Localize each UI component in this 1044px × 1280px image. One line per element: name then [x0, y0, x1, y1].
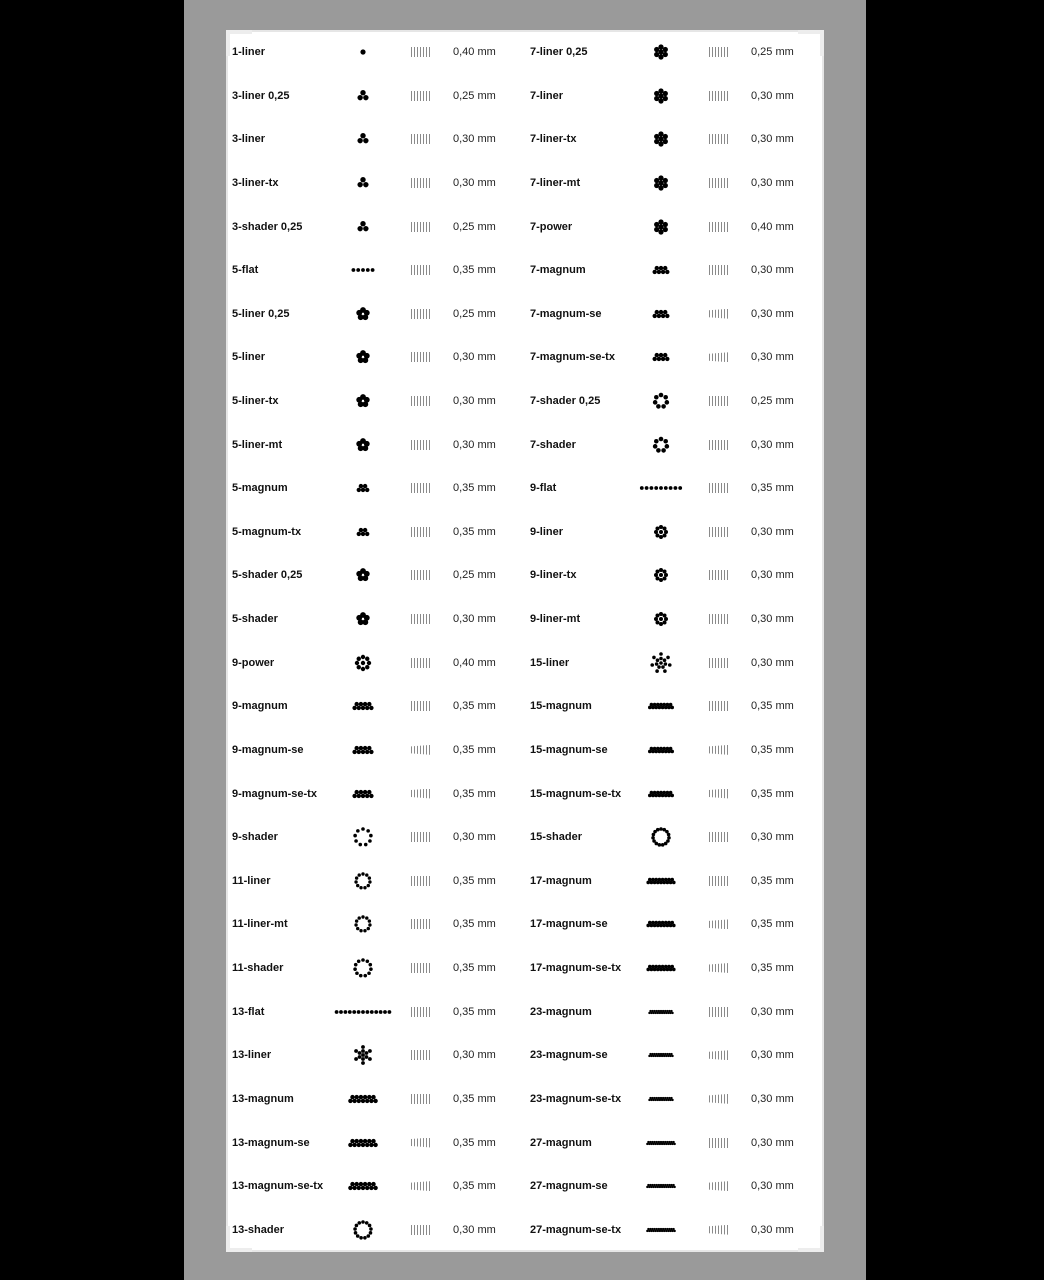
needle-name: 17-magnum-se	[530, 918, 608, 931]
needle-name: 7-magnum-se-tx	[530, 351, 615, 364]
needle-name: 15-magnum-se-tx	[530, 787, 622, 800]
needle-size: 0,35 mm	[453, 874, 496, 887]
needle-name: 5-liner-tx	[232, 395, 279, 407]
needle-lines-icon	[709, 352, 729, 362]
needle-name: 3-liner	[232, 133, 266, 146]
9-magnum-config-icon	[332, 737, 394, 763]
7-liner-config-icon	[630, 39, 692, 65]
needle-size: 0,35 mm	[453, 1136, 496, 1149]
needle-name: 9-shader	[232, 831, 278, 844]
needle-name: 9-power	[232, 656, 275, 669]
needle-row	[524, 650, 821, 676]
needle-lines-icon	[709, 396, 729, 406]
needle-size: 0,30 mm	[751, 1223, 794, 1236]
needle-lines-icon	[411, 483, 431, 493]
needle-size: 0,35 mm	[453, 1005, 496, 1018]
needle-row	[226, 606, 523, 632]
needle-size: 0,35 mm	[453, 743, 496, 756]
needle-row	[226, 1086, 523, 1112]
needle-name: 27-magnum	[530, 1136, 592, 1149]
needle-row	[524, 344, 821, 370]
needle-size: 0,25 mm	[453, 569, 496, 582]
needle-row	[226, 432, 523, 458]
needle-row	[524, 868, 821, 894]
needle-row	[226, 781, 523, 807]
needle-name: 9-magnum-se	[232, 743, 304, 756]
5-magnum-config-icon	[332, 519, 394, 545]
5-shader-config-icon	[332, 562, 394, 588]
needle-size: 0,35 mm	[453, 962, 496, 974]
needle-lines-icon	[709, 919, 729, 929]
7-power-config-icon	[630, 214, 692, 240]
15-magnum-config-icon	[630, 693, 692, 719]
5-liner-config-icon	[332, 301, 394, 327]
needle-size: 0,30 mm	[453, 176, 496, 189]
needle-lines-icon	[709, 1181, 729, 1191]
needle-row	[226, 737, 523, 763]
needle-lines-icon	[411, 1225, 431, 1235]
needle-lines-icon	[411, 789, 431, 799]
23-magnum-config-icon	[630, 999, 692, 1025]
needle-lines-icon	[411, 222, 431, 232]
needle-lines-icon	[709, 440, 729, 450]
needle-row	[226, 170, 523, 196]
23-magnum-config-icon	[630, 1042, 692, 1068]
needle-lines-icon	[709, 47, 729, 57]
needle-name: 5-liner	[232, 351, 266, 364]
needle-row	[524, 39, 821, 65]
needle-lines-icon	[709, 1050, 729, 1060]
needle-name: 17-magnum-se-tx	[530, 962, 622, 974]
needle-lines-icon	[709, 91, 729, 101]
needle-row	[226, 868, 523, 894]
needle-name: 7-magnum	[530, 264, 586, 277]
13-magnum-config-icon	[332, 1130, 394, 1156]
needle-row	[524, 693, 821, 719]
7-shader-config-icon	[630, 432, 692, 458]
needle-row	[226, 911, 523, 937]
15-magnum-config-icon	[630, 781, 692, 807]
needle-name: 11-shader	[232, 962, 284, 974]
needle-lines-icon	[411, 658, 431, 668]
needle-row	[524, 126, 821, 152]
needle-name: 15-liner	[530, 656, 570, 669]
17-magnum-config-icon	[630, 911, 692, 937]
needle-lines-icon	[411, 745, 431, 755]
needle-name: 5-liner 0,25	[232, 307, 290, 320]
7-liner-config-icon	[630, 170, 692, 196]
needle-size: 0,30 mm	[751, 613, 794, 626]
needle-lines-icon	[411, 47, 431, 57]
needle-row	[226, 999, 523, 1025]
needle-row	[524, 301, 821, 327]
needle-row	[524, 955, 821, 981]
9-magnum-config-icon	[332, 781, 394, 807]
needle-row	[524, 781, 821, 807]
needle-size: 0,35 mm	[453, 1180, 496, 1193]
needle-name: 1-liner	[232, 46, 266, 58]
needle-row	[524, 214, 821, 240]
needle-row	[226, 955, 523, 981]
needle-size: 0,30 mm	[453, 613, 496, 626]
needle-name: 7-liner	[530, 89, 564, 102]
needle-row	[524, 83, 821, 109]
needle-size: 0,30 mm	[751, 133, 794, 146]
needle-size: 0,30 mm	[751, 1180, 794, 1193]
17-magnum-config-icon	[630, 868, 692, 894]
needle-lines-icon	[411, 265, 431, 275]
needle-row	[524, 606, 821, 632]
needle-row	[226, 562, 523, 588]
needle-lines-icon	[411, 1094, 431, 1104]
needle-lines-icon	[411, 919, 431, 929]
needle-row	[226, 519, 523, 545]
needle-name: 7-power	[530, 220, 573, 233]
11-liner-config-icon	[332, 868, 394, 894]
needle-row	[524, 1130, 821, 1156]
needle-lines-icon	[709, 309, 729, 319]
needle-lines-icon	[411, 527, 431, 537]
needle-size: 0,30 mm	[751, 176, 794, 189]
needle-name: 9-flat	[530, 482, 557, 495]
needle-lines-icon	[709, 483, 729, 493]
needle-size: 0,30 mm	[751, 1005, 794, 1018]
23-magnum-config-icon	[630, 1086, 692, 1112]
needle-name: 27-magnum-se-tx	[530, 1223, 622, 1236]
needle-size: 0,30 mm	[453, 831, 496, 844]
5-liner-config-icon	[332, 344, 394, 370]
needle-name: 5-magnum	[232, 482, 288, 495]
needle-lines-icon	[411, 876, 431, 886]
needle-name: 13-magnum	[232, 1092, 294, 1105]
needle-size: 0,30 mm	[751, 831, 794, 844]
needle-lines-icon	[709, 701, 729, 711]
1-liner-config-icon	[332, 39, 394, 65]
needle-row	[226, 650, 523, 676]
needle-size: 0,30 mm	[751, 656, 794, 669]
needle-lines-icon	[709, 614, 729, 624]
needle-size: 0,30 mm	[751, 525, 794, 538]
11-shader-config-icon	[332, 955, 394, 981]
needle-lines-icon	[411, 1138, 431, 1148]
needle-lines-icon	[709, 1138, 729, 1148]
needle-size: 0,30 mm	[453, 395, 496, 407]
27-magnum-config-icon	[630, 1130, 692, 1156]
needle-lines-icon	[411, 91, 431, 101]
needle-name: 7-shader 0,25	[530, 395, 601, 407]
13-liner-config-icon	[332, 1042, 394, 1068]
3-liner-config-icon	[332, 83, 394, 109]
needle-row	[226, 1173, 523, 1199]
needle-size: 0,35 mm	[453, 787, 496, 800]
15-liner-config-icon	[630, 650, 692, 676]
needle-size: 0,25 mm	[453, 307, 496, 320]
5-shader-config-icon	[332, 606, 394, 632]
needle-size: 0,30 mm	[453, 1049, 496, 1062]
needle-size: 0,30 mm	[453, 1223, 496, 1236]
3-liner-config-icon	[332, 170, 394, 196]
needle-size: 0,40 mm	[453, 656, 496, 669]
needle-row	[524, 257, 821, 283]
3-liner-config-icon	[332, 126, 394, 152]
needle-size: 0,25 mm	[751, 395, 794, 407]
needle-row	[226, 1042, 523, 1068]
needle-name: 3-liner 0,25	[232, 89, 290, 102]
needle-size: 0,35 mm	[751, 874, 794, 887]
needle-lines-icon	[709, 222, 729, 232]
needle-name: 9-magnum	[232, 700, 288, 713]
needle-lines-icon	[411, 570, 431, 580]
needle-lines-icon	[411, 701, 431, 711]
needle-size: 0,35 mm	[453, 918, 496, 931]
11-liner-config-icon	[332, 911, 394, 937]
needle-name: 9-liner	[530, 525, 564, 538]
needle-lines-icon	[411, 134, 431, 144]
needle-row	[226, 83, 523, 109]
needle-lines-icon	[411, 1050, 431, 1060]
needle-name: 15-magnum	[530, 700, 592, 713]
9-shader-config-icon	[332, 824, 394, 850]
needle-size: 0,30 mm	[453, 351, 496, 364]
needle-size: 0,25 mm	[751, 46, 794, 58]
needle-size: 0,35 mm	[751, 743, 794, 756]
7-magnum-config-icon	[630, 301, 692, 327]
needle-row	[226, 1130, 523, 1156]
15-magnum-config-icon	[630, 737, 692, 763]
13-magnum-config-icon	[332, 1173, 394, 1199]
needle-lines-icon	[709, 134, 729, 144]
needle-name: 7-liner 0,25	[530, 46, 588, 58]
needle-name: 3-shader 0,25	[232, 220, 303, 233]
needle-name: 11-liner	[232, 874, 271, 887]
needle-lines-icon	[709, 789, 729, 799]
7-magnum-config-icon	[630, 344, 692, 370]
needle-row	[524, 432, 821, 458]
needle-row	[226, 475, 523, 501]
5-flat-config-icon	[332, 257, 394, 283]
needle-name: 7-liner-tx	[530, 133, 577, 146]
needle-row	[226, 1217, 523, 1243]
27-magnum-config-icon	[630, 1173, 692, 1199]
needle-lines-icon	[411, 396, 431, 406]
needle-name: 13-magnum-se	[232, 1136, 310, 1149]
needle-lines-icon	[411, 1007, 431, 1017]
needle-name: 13-magnum-se-tx	[232, 1180, 324, 1193]
needle-name: 27-magnum-se	[530, 1180, 608, 1193]
needle-size: 0,35 mm	[453, 700, 496, 713]
needle-size: 0,35 mm	[453, 1092, 496, 1105]
needle-name: 15-shader	[530, 831, 582, 844]
needle-name: 11-liner-mt	[232, 918, 288, 931]
9-magnum-config-icon	[332, 693, 394, 719]
needle-lines-icon	[709, 1094, 729, 1104]
3-shader-config-icon	[332, 214, 394, 240]
9-liner-config-icon	[630, 519, 692, 545]
5-magnum-config-icon	[332, 475, 394, 501]
needle-row	[524, 475, 821, 501]
needle-lines-icon	[411, 440, 431, 450]
needle-size: 0,30 mm	[453, 438, 496, 451]
needle-row	[524, 562, 821, 588]
needle-row	[226, 388, 523, 414]
needle-size: 0,30 mm	[751, 264, 794, 277]
17-magnum-config-icon	[630, 955, 692, 981]
needle-name: 5-shader	[232, 613, 278, 626]
needle-lines-icon	[411, 178, 431, 188]
needle-row	[226, 39, 523, 65]
needle-name: 7-liner-mt	[530, 176, 581, 189]
needle-size: 0,30 mm	[751, 351, 794, 364]
needle-lines-icon	[709, 832, 729, 842]
5-liner-config-icon	[332, 388, 394, 414]
9-flat-config-icon	[630, 475, 692, 501]
needle-row	[226, 257, 523, 283]
9-liner-config-icon	[630, 562, 692, 588]
needle-size: 0,35 mm	[751, 918, 794, 931]
needle-name: 23-magnum-se	[530, 1049, 608, 1062]
needle-size: 0,30 mm	[751, 1049, 794, 1062]
needle-size: 0,30 mm	[751, 1092, 794, 1105]
needle-lines-icon	[411, 614, 431, 624]
needle-lines-icon	[709, 265, 729, 275]
needle-name: 5-magnum-tx	[232, 525, 302, 538]
needle-name: 9-liner-mt	[530, 613, 581, 626]
needle-name: 13-liner	[232, 1049, 272, 1062]
needle-lines-icon	[411, 309, 431, 319]
7-liner-config-icon	[630, 126, 692, 152]
7-shader-config-icon	[630, 388, 692, 414]
needle-row	[524, 1042, 821, 1068]
needle-lines-icon	[709, 745, 729, 755]
needle-name: 5-flat	[232, 264, 259, 277]
needle-lines-icon	[709, 570, 729, 580]
13-flat-config-icon	[332, 999, 394, 1025]
7-liner-config-icon	[630, 83, 692, 109]
7-magnum-config-icon	[630, 257, 692, 283]
needle-name: 5-liner-mt	[232, 438, 283, 451]
needle-row	[524, 999, 821, 1025]
needle-size: 0,25 mm	[453, 220, 496, 233]
9-power-config-icon	[332, 650, 394, 676]
needle-name: 17-magnum	[530, 874, 592, 887]
needle-name: 23-magnum-se-tx	[530, 1092, 622, 1105]
15-shader-config-icon	[630, 824, 692, 850]
needle-row	[226, 693, 523, 719]
needle-lines-icon	[709, 876, 729, 886]
needle-size: 0,35 mm	[751, 787, 794, 800]
needle-name: 9-magnum-se-tx	[232, 787, 317, 800]
13-shader-config-icon	[332, 1217, 394, 1243]
needle-lines-icon	[411, 963, 431, 973]
27-magnum-config-icon	[630, 1217, 692, 1243]
needle-size: 0,35 mm	[751, 482, 794, 495]
needle-size: 0,30 mm	[751, 307, 794, 320]
needle-lines-icon	[709, 963, 729, 973]
needle-name: 23-magnum	[530, 1005, 592, 1018]
needle-row	[524, 519, 821, 545]
needle-row	[524, 170, 821, 196]
needle-name: 13-shader	[232, 1223, 284, 1236]
needle-lines-icon	[709, 1225, 729, 1235]
needle-name: 15-magnum-se	[530, 743, 608, 756]
needle-row	[524, 824, 821, 850]
needle-name: 3-liner-tx	[232, 176, 279, 189]
needle-row	[524, 737, 821, 763]
needle-size: 0,40 mm	[453, 46, 496, 58]
needle-row	[524, 1217, 821, 1243]
needle-size: 0,30 mm	[751, 89, 794, 102]
needle-row	[524, 388, 821, 414]
needle-lines-icon	[411, 1181, 431, 1191]
needle-name: 9-liner-tx	[530, 569, 577, 582]
needle-size: 0,40 mm	[751, 220, 794, 233]
needle-row	[524, 911, 821, 937]
needle-row	[226, 344, 523, 370]
needle-row	[226, 301, 523, 327]
needle-size: 0,30 mm	[751, 1136, 794, 1149]
needle-size: 0,25 mm	[453, 89, 496, 102]
needle-lines-icon	[709, 1007, 729, 1017]
9-liner-config-icon	[630, 606, 692, 632]
needle-name: 7-magnum-se	[530, 307, 602, 320]
needle-size: 0,35 mm	[751, 700, 794, 713]
needle-lines-icon	[411, 832, 431, 842]
needle-lines-icon	[709, 658, 729, 668]
needle-size: 0,35 mm	[453, 525, 496, 538]
needle-name: 7-shader	[530, 438, 576, 451]
needle-chart-sheet	[226, 30, 824, 1252]
needle-row	[226, 126, 523, 152]
5-liner-config-icon	[332, 432, 394, 458]
needle-size: 0,35 mm	[751, 962, 794, 974]
needle-lines-icon	[709, 527, 729, 537]
needle-row	[524, 1173, 821, 1199]
needle-name: 13-flat	[232, 1005, 265, 1018]
13-magnum-config-icon	[332, 1086, 394, 1112]
needle-size: 0,30 mm	[751, 438, 794, 451]
needle-size: 0,30 mm	[751, 569, 794, 582]
needle-size: 0,35 mm	[453, 482, 496, 495]
needle-row	[226, 824, 523, 850]
needle-name: 5-shader 0,25	[232, 569, 303, 582]
needle-size: 0,35 mm	[453, 264, 496, 277]
needle-size: 0,30 mm	[453, 133, 496, 146]
needle-lines-icon	[709, 178, 729, 188]
needle-lines-icon	[411, 352, 431, 362]
needle-row	[524, 1086, 821, 1112]
needle-row	[226, 214, 523, 240]
